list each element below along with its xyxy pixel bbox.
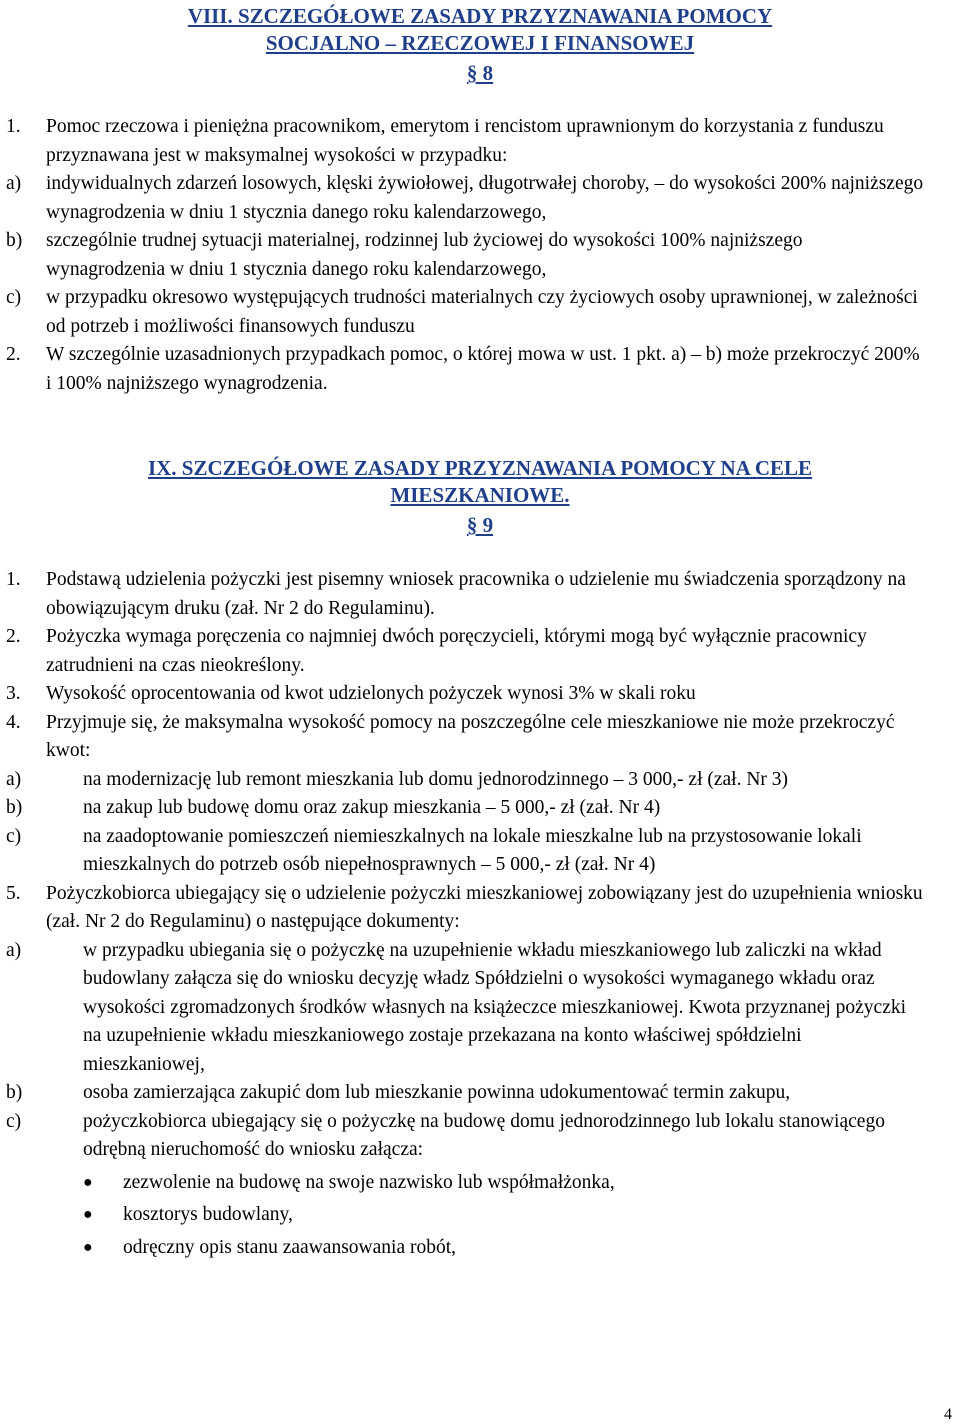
section-9-item-4 [6,709,926,766]
section-9-item-5-sub-b [6,1079,926,1108]
item-text: Pożyczka wymaga poręczenia co najmniej dwóch poręczycieli, którymi mogą być wyłącznie pracownicy zatrudnieni na czas nieokreślony. [46,626,867,676]
item-text: W szczególnie uzasadnionych przypadkach pomoc, o której mowa w ust. 1 pkt. a) – b) może przekroczyć 200% i 100% najniższego wynagrodzenia. [46,344,920,394]
sub-marker: a) [6,939,22,961]
sub-text: w przypadku okresowo występujących trudności materialnych czy życiowych osoby uprawnionej, w zależności od potrzeb i możliwości finansowych funduszu [46,287,918,337]
section-9-title-line2: MIESZKANIOWE. [390,483,570,507]
section-9-item-3 [6,680,926,709]
sub-marker: c) [6,287,22,308]
sub-marker: a) [6,768,22,790]
section-9-item-5 [6,880,926,937]
section-9-item-4-sub-a [6,766,926,795]
section-9-item-1 [6,566,926,623]
sub-text: na zakup lub budowę domu oraz zakup mieszkania – 5 000,- zł (zał. Nr 4) [83,797,661,818]
section-8-item-1-sub-a [0,170,926,227]
item-number: 3. [6,683,21,704]
section-9-item-5-sub-c [6,1108,926,1165]
section-8-paragraph-sign: § 8 [466,61,494,85]
section-9-item-4-sub-b [6,794,926,823]
bullet-text: zezwolenie na budowę na swoje nazwisko lub współmałżonka, [123,1171,615,1193]
sub-marker: b) [6,1082,23,1103]
item-text: Pomoc rzeczowa i pieniężna pracownikom, emerytom i rencistom uprawnionym do korzystania z funduszu przyznawana jest w maksymalnej wysokości w przypadku: [46,116,884,166]
sub-marker: c) [6,1110,22,1132]
bullet-icon: ● [83,1238,93,1256]
item-number: 5. [6,882,21,904]
sub-text: osoba zamierzająca zakupić dom lub mieszkanie powinna udokumentować termin zakupu, [83,1082,791,1103]
section-8-item-1-sub-b [0,227,926,284]
bullet-text: kosztorys budowlany, [123,1204,293,1225]
bullet-item [83,1169,926,1198]
sub-marker: b) [6,797,23,818]
item-number: 1. [6,569,21,590]
sub-text: pożyczkobiorca ubiegający się o pożyczkę na budowę domu jednorodzinnego lub lokalu stanowiącego odrębną nieruchomość do wniosku załącza: [83,1110,885,1160]
section-8-title-line1: VIII. SZCZEGÓŁOWE ZASADY PRZYZNAWANIA POMOCY [187,4,773,28]
item-text: Przyjmuje się, że maksymalna wysokość pomocy na poszczególne cele mieszkaniowe nie może przekroczyć kwot: [46,711,895,761]
sub-text: w przypadku ubiegania się o pożyczkę na uzupełnienie wkładu mieszkaniowego lub zaliczki na wkład budowlany załącza się do wniosku decyzję władz Spółdzielni o wysokości wymaganego wkładu oraz wysokości zgromadzonych środków własnych na książeczce mieszkaniowej. Kwota przyznanej pożyczki na uzupełnienie wkładu mieszkaniowego zostaje przekazana na konto właściwej spółdzielni mieszkaniowej, [83,939,907,1075]
section-8-item-2 [6,341,926,398]
page-number: 4 [944,1406,952,1423]
item-text: Wysokość oprocentowania od kwot udzielonych pożyczek wynosi 3% w skali roku [46,683,696,704]
sub-text: na zaadoptowanie pomieszczeń niemieszkalnych na lokale mieszkalne lub na przystosowanie lokali mieszkalnych do potrzeb osób niepełnosprawnych – 5 000,- zł (zał. Nr 4) [83,825,862,875]
sub-marker: c) [6,825,22,847]
section-8-title-line2: SOCJALNO – RZECZOWEJ I FINANSOWEJ [265,31,695,55]
section-8-item-1-sub-c [0,284,926,341]
item-number: 4. [6,711,21,733]
sub-text: szczególnie trudnej sytuacji materialnej, rodzinnej lub życiowej do wysokości 100% najniższego wynagrodzenia w dniu 1 stycznia danego roku kalendarzowego, [46,230,803,280]
section-9-body [6,566,926,1262]
bullet-text: odręczny opis stanu zaawansowania robót, [123,1236,457,1258]
item-number: 1. [6,116,21,137]
sub-marker: b) [6,230,23,251]
sub-marker: a) [6,173,22,194]
item-text: Pożyczkobiorca ubiegający się o udzielenie pożyczki mieszkaniowej zobowiązany jest do uzupełnienia wniosku (zał. Nr 2 do Regulaminu) o następujące dokumenty: [46,882,923,932]
section-9-paragraph-sign: § 9 [466,513,494,537]
sub-text: na modernizację lub remont mieszkania lub domu jednorodzinnego – 3 000,- zł (zał. Nr 3) [83,768,789,790]
bullet-item [83,1234,926,1263]
section-9-item-4-sub-c [6,823,926,880]
item-text: Podstawą udzielenia pożyczki jest pisemny wniosek pracownika o udzielenie mu świadczenia sporządzony na obowiązującym druku (zał. Nr 2 do Regulaminu). [46,569,906,619]
section-9-item-5-sub-a [6,937,926,1080]
bullet-icon: ● [83,1206,93,1223]
item-number: 2. [6,626,21,647]
bullet-icon: ● [83,1173,93,1191]
bullet-item [83,1201,926,1230]
sub-text: indywidualnych zdarzeń losowych, klęski żywiołowej, długotrwałej choroby, – do wysokości 200% najniższego wynagrodzenia w dniu 1 stycznia danego roku kalendarzowego, [46,173,924,223]
section-9-item-2 [6,623,926,680]
section-9-title-line1: IX. SZCZEGÓŁOWE ZASADY PRZYZNAWANIA POMOCY NA CELE [147,456,813,480]
item-number: 2. [6,344,21,365]
section-8-item-1 [6,113,926,170]
section-8-body [6,113,926,398]
